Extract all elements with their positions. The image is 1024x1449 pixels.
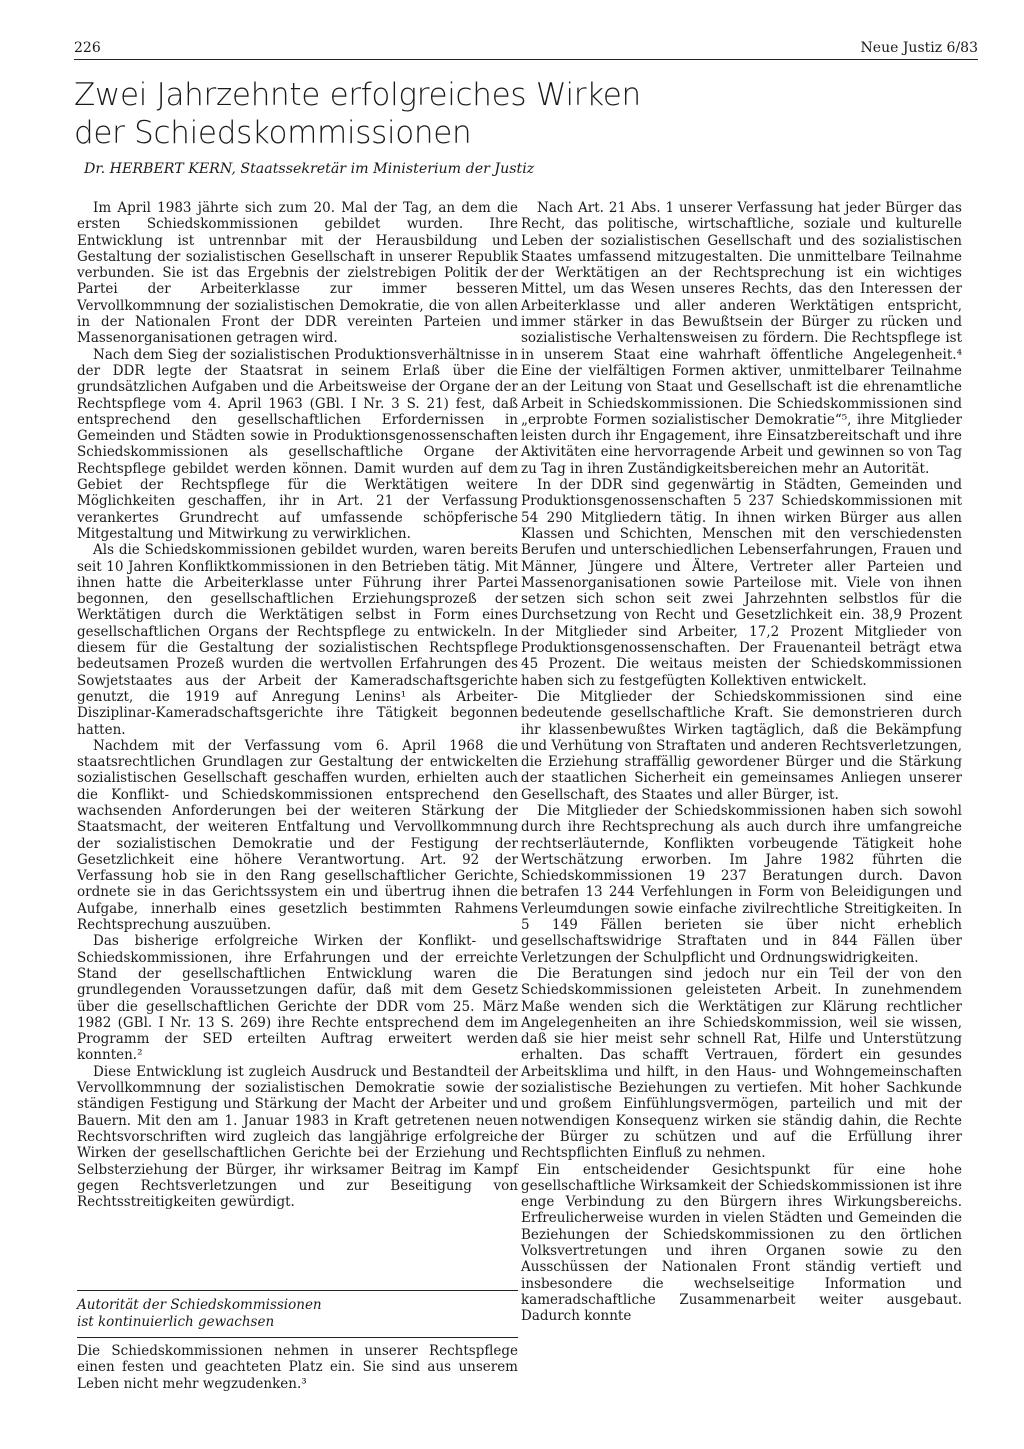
paragraph: Die Mitglieder der Schiedskommissionen sind eine bedeutende gesellschaftliche Kraft. Sie demonstrieren durch ihr klassenbewußtes Wirken tagtäglich, daß die Bekämpfung und Verhütung von Straftaten und anderen Rechtsverletzungen, die Erziehung straffällig gewordener Bürger und die Stärkung der staatlichen Sicherheit ein gemeinsames Anliegen unserer Gesellschaft, des Staates und aller Bürger, ist. [521,688,963,803]
left-column-continued [77,1343,518,1392]
article-title-line-1: Zwei Jahrzehnte erfolgreiches Wirken [74,77,641,113]
section-subheading [77,1290,518,1338]
page-number: 226 [74,40,101,56]
subheading-line-2: ist kontinuierlich gewachsen [77,1314,275,1330]
paragraph: Diese Entwicklung ist zugleich Ausdruck und Bestandteil der Vervollkommnung der sozialistischen Demokratie sowie der ständigen Festigung und Stärkung der Macht der Arbeiter und Bauern. Mit den am 1. Januar 1983 in Kraft getretenen neuen Rechtsvorschriften wird zugleich das langjährige erfolgreiche Wirken der gesellschaftlichen Gerichte bei der Erziehung und Selbsterziehung der Bürger, ihr wirksamer Beitrag im Kampf gegen Rechtsverletzungen und zur Beseitigung von Rechtsstreitigkeiten gewürdigt. [77,1063,518,1211]
right-column [521,200,962,1324]
paragraph: Nach Art. 21 Abs. 1 unserer Verfassung hat jeder Bürger das Recht, das politische, wirtschaftliche, soziale und kulturelle Leben der sozialistischen Gesellschaft und des sozialistischen Staates umfassend mitzugestalten. Die unmittelbare Teilnahme der Werktätigen an der Rechtsprechung ist ein wichtiges Mittel, um das Wesen unseres Rechts, das den Interessen der Arbeiterklasse und aller anderen Werktätigen entspricht, immer stärker in das Bewußtsein der Bürger zu rücken und sozialistische Verhaltensweisen zu fördern. Die Rechtspflege ist in unserem Staat eine wahrhaft öffentliche Angelegenheit.⁴ Eine der vielfältigen Formen aktiver, unmittelbarer Teilnahme an der Leitung von Staat und Gesellschaft ist die ehrenamtliche Arbeit in Schiedskommissionen. Die Schiedskommissionen sind „erprobte Formen sozialistischer Demokratie“⁵, ihre Mitglieder leisten durch ihr Engagement, ihre Einsatzbereitschaft und ihre Aktivitäten eine hervorragende Arbeit und gewinnen so von Tag zu Tag in ihren Zuständigkeitsbereichen mehr an Autorität. [521,200,962,477]
left-column [77,200,518,1210]
article-title-line-2: der Schiedskommissionen [74,115,472,151]
paragraph: Als die Schiedskommissionen gebildet wurden, waren bereits seit 10 Jahren Konfliktkommissionen in den Betrieben tätig. Mit ihnen hatte die Arbeiterklasse unter Führung ihrer Partei begonnen, den gesellschaftlichen Erziehungsprozeß der Werktätigen durch die Werktätigen selbst in Form eines gesellschaftlichen Organs der Rechtspflege zu entwickeln. In diesem für die Gestaltung der sozialistischen Rechtspflege bedeutsamen Prozeß wurden die wertvollen Erfahrungen des Sowjetstaates aus der Arbeit der Kameradschaftsgerichte genutzt, die 1919 auf Anregung Lenins¹ als Arbeiter-Disziplinar-Kameradschaftsgerichte ihre Tätigkeit begonnen hatten. [77,542,518,738]
running-head [74,39,978,60]
paragraph: Das bisherige erfolgreiche Wirken der Konflikt- und Schiedskommissionen, ihre Erfahrungen und der erreichte Stand der gesellschaftlichen Entwicklung waren die grundlegenden Voraussetzungen dafür, daß mit dem Gesetz über die gesellschaftlichen Gerichte der DDR vom 25. März 1982 (GBl. I Nr. 13 S. 269) ihre Rechte entsprechend dem im Programm der SED erteilten Auftrag erweitert werden konnten.² [77,933,518,1064]
paragraph: Die Mitglieder der Schiedskommissionen haben sich sowohl durch ihre Rechtsprechung als auch durch ihre umfangreiche rechtserläuternde, Konflikten vorbeugende Tätigkeit hohe Wertschätzung erworben. Im Jahre 1982 führten die Schiedskommissionen 19 237 Beratungen durch. Davon betrafen 13 244 Verfehlungen in Form von Beleidigungen und Verleumdungen sowie einfache zivilrechtliche Streitigkeiten. In 5 149 Fällen berieten sie über nicht erheblich gesellschaftswidrige Straftaten und in 844 Fällen über Verletzungen der Schulpflicht und Ordnungswidrigkeiten. [521,802,962,966]
paragraph: Im April 1983 jährte sich zum 20. Mal der Tag, an dem die ersten Schiedskommissionen gebildet wurden. Ihre Entwicklung ist untrennbar mit der Herausbildung und Gestaltung der sozialistischen Gesellschaft in unserer Republik verbunden. Sie ist das Ergebnis der zielstrebigen Politik der Partei der Arbeiterklasse zur immer besseren Vervollkommnung der sozialistischen Demokratie, die von allen in der Nationalen Front der DDR vereinten Parteien und Massenorganisationen getragen wird. [77,200,518,347]
paragraph: Die Schiedskommissionen nehmen in unserer Rechtspflege einen festen und geachteten Platz ein. Sie sind aus unserem Leben nicht mehr wegzudenken.³ [77,1343,518,1392]
paragraph: In der DDR sind gegenwärtig in Städten, Gemeinden und Produktionsgenossenschaften 5 237 Schiedskommissionen mit 54 290 Mitgliedern tätig. In ihnen wirken Bürger aus allen Klassen und Schichten, Menschen mit den verschiedensten Berufen und unterschiedlichen Lebenserfahrungen, Frauen und Männer, Jüngere und Ältere, Vertreter aller Parteien und Massenorganisationen sowie Parteilose mit. Viele von ihnen setzen sich schon seit zwei Jahrzehnten selbstlos für die Durchsetzung von Recht und Gesetzlichkeit ein. 38,9 Prozent der Mitglieder sind Arbeiter, 17,2 Prozent Mitglieder von Produktionsgenossenschaften. Der Frauenanteil beträgt etwa 45 Prozent. Die weitaus meisten der Schiedskommissionen haben sich zu festgefügten Kollektiven entwickelt. [521,477,962,689]
paragraph: Ein entscheidender Gesichtspunkt für eine hohe gesellschaftliche Wirksamkeit der Schiedskommissionen ist ihre enge Verbindung zu den Bürgern ihres Wirkungsbereichs. Erfreulicherweise wurden in vielen Städten und Gemeinden die Beziehungen der Schiedskommissionen zu den örtlichen Volksvertretungen und ihren Organen sowie zu den Ausschüssen der Nationalen Front ständig vertieft und insbesondere die wechselseitige Information und kameradschaftliche Zusammenarbeit weiter ausgebaut. Dadurch konnte [521,1161,962,1325]
author-byline: Dr. HERBERT KERN, Staatssekretär im Ministerium der Justiz [84,161,535,177]
journal-issue: Neue Justiz 6/83 [860,40,978,56]
paragraph: Nachdem mit der Verfassung vom 6. April 1968 die staatsrechtlichen Grundlagen zur Gestaltung der entwickelten sozialistischen Gesellschaft geschaffen wurden, erhielten auch die Konflikt- und Schiedskommissionen entsprechend den wachsenden Anforderungen bei der weiteren Stärkung der Staatsmacht, der weiteren Entfaltung und Vervollkommnung der sozialistischen Demokratie und der Festigung der Gesetzlichkeit eine höhere Verantwortung. Art. 92 der Verfassung hob sie in den Rang gesellschaftlicher Gerichte, ordnete sie in das Gerichtssystem ein und übertrug ihnen die Aufgabe, innerhalb eines gesetzlich bestimmten Rahmens Rechtsprechung auszuüben. [77,737,518,934]
article-title [74,76,641,152]
paragraph: Die Beratungen sind jedoch nur ein Teil der von den Schiedskommissionen geleisteten Arbeit. In zunehmendem Maße wenden sich die Werktätigen zur Klärung rechtlicher Angelegenheiten an ihre Schiedskommission, weil sie wissen, daß sie hier meist sehr schnell Rat, Hilfe und Unterstützung erhalten. Das schafft Vertrauen, fördert ein gesundes Arbeitsklima und hilft, in den Haus- und Wohngemeinschaften sozialistische Beziehungen zu vertiefen. Mit hoher Sachkunde und großem Einfühlungsvermögen, parteilich und mit der notwendigen Konsequenz wirken sie ständig dahin, die Rechte der Bürger zu schützen und auf die Erfüllung ihrer Rechtspflichten Einfluß zu nehmen. [521,965,962,1162]
subheading-line-1: Autorität der Schiedskommissionen [77,1297,322,1313]
paragraph: Nach dem Sieg der sozialistischen Produktionsverhältnisse in der DDR legte der Staatsrat in seinem Erlaß über die grundsätzlichen Aufgaben und die Arbeitsweise der Organe der Rechtspflege vom 4. April 1963 (GBl. I Nr. 3 S. 21) fest, daß entsprechend den gesellschaftlichen Erfordernissen in Gemeinden und Städten sowie in Produktionsgenossenschaften Schiedskommissionen als gesellschaftliche Organe der Rechtspflege gebildet werden können. Damit wurden auf dem Gebiet der Rechtspflege für die Werktätigen weitere Möglichkeiten geschaffen, ihr in Art. 21 der Verfassung verankertes Grundrecht auf umfassende schöpferische Mitgestaltung und Mitwirkung zu verwirklichen. [77,346,518,542]
